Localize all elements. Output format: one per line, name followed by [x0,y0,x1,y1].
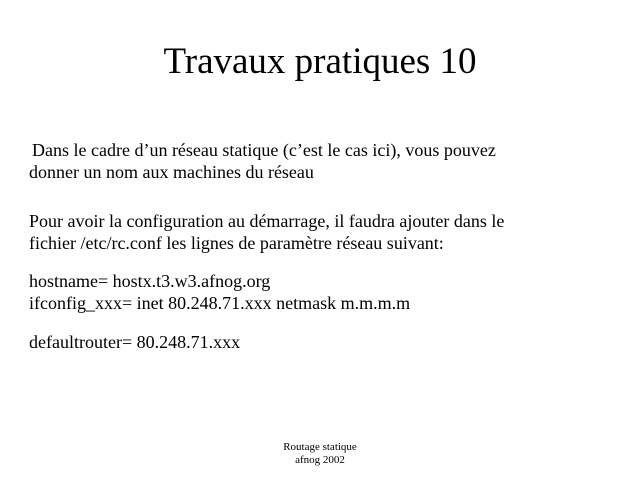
footer-line-2: afnog 2002 [295,454,345,466]
slide-title: Travaux pratiques 10 [163,41,477,82]
config-instructions-line-2: fichier /etc/rc.conf les lignes de paramètre réseau suivant: [29,233,444,253]
footer-line-1: Routage statique [283,441,357,453]
hostname-line: hostname= hostx.t3.w3.afnog.org [29,271,271,291]
intro-paragraph [29,139,496,183]
router-line-block [29,331,240,353]
config-instructions-line-1: Pour avoir la configuration au démarrage, il faudra ajouter dans le [29,211,505,231]
defaultrouter-line: defaultrouter= 80.248.71.xxx [29,332,241,352]
ifconfig-line: ifconfig_xxx= inet 80.248.71.xxx netmask m.m.m.m [29,293,411,313]
config-instructions-paragraph [29,210,504,254]
slide-footer [0,441,640,467]
config-lines [29,270,410,314]
intro-line-2: donner un nom aux machines du réseau [29,162,314,182]
intro-line-1: Dans le cadre d’un réseau statique (c’est le cas ici), vous pouvez [32,140,496,160]
